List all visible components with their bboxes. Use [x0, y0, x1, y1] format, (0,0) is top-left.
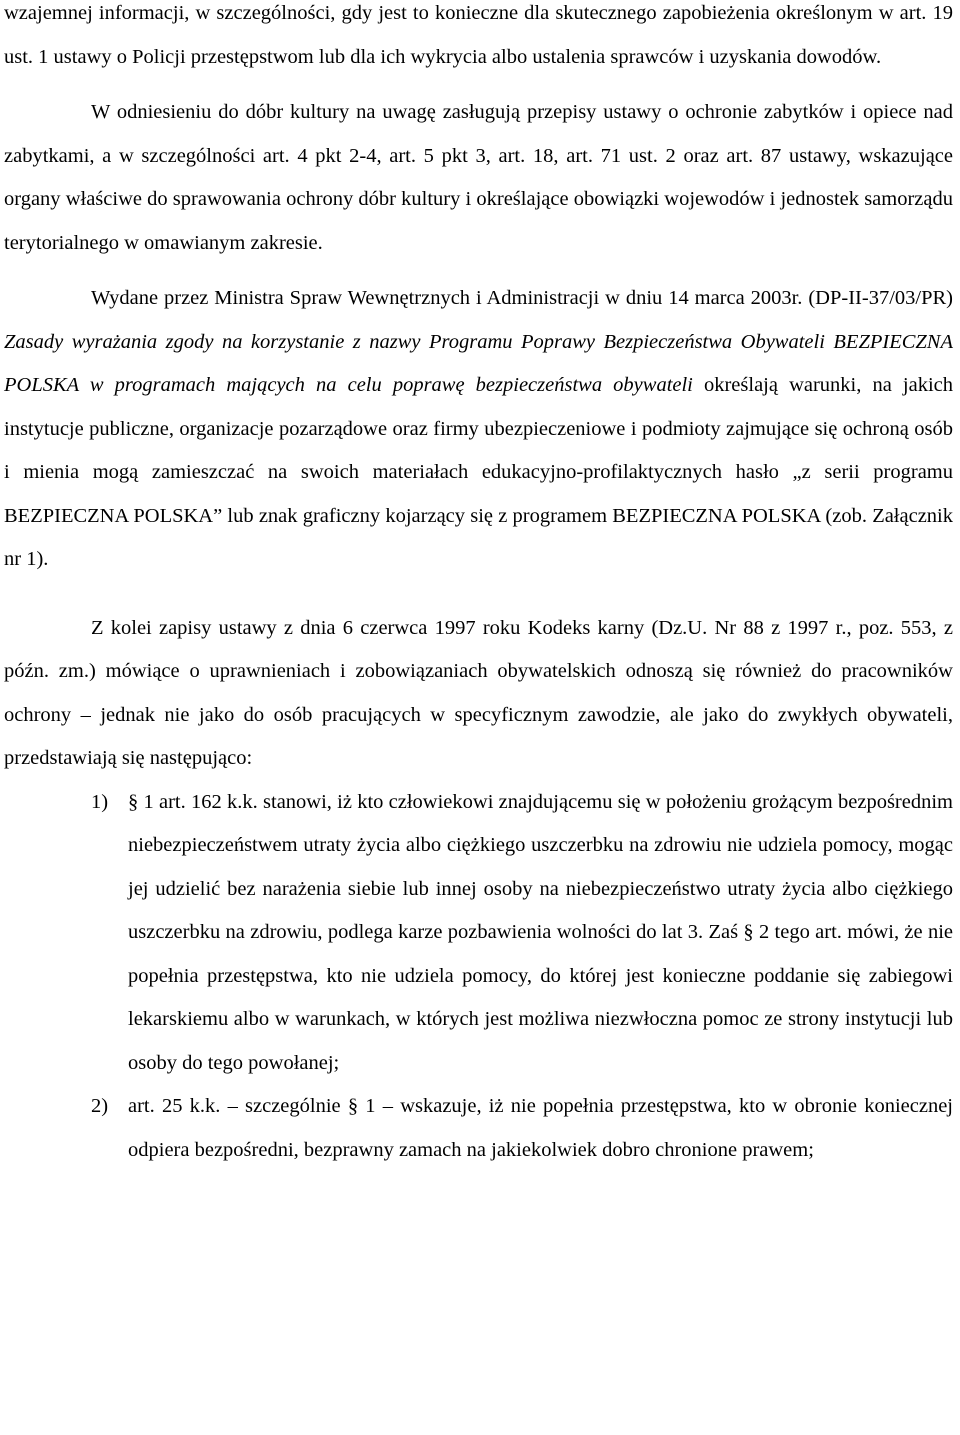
paragraph-ministry-rules-body: określają warunki, na jakich instytucje publiczne, organizacje pozarządowe oraz firmy ubezpieczeniowe i podmioty zajmujące się ochroną osób i mienia mogą zamieszczać na swoich materiałach edukacyjno-profilaktycznych hasło „z serii programu BEZPIECZNA POLSKA” lub znak graficzny kojarzący się z programem BEZPIECZNA POLSKA (zob. Załącznik nr 1). [4, 374, 954, 570]
list-item [4, 781, 953, 1086]
paragraph-cultural-goods: W odniesieniu do dóbr kultury na uwagę zasługują przepisy ustawy o ochronie zabytków i opiece nad zabytkami, a w szczególności art. 4 pkt 2-4, art. 5 pkt 3, art. 18, art. 71 ust. 2 oraz art. 87 ustawy, wskazujące organy właściwe do sprawowania ochrony dóbr kultury i określające obowiązki wojewodów i jednostek samorządu terytorialnego w omawianym zakresie. [4, 101, 953, 254]
list-item-number: 1) [91, 790, 109, 813]
list-item-number: 2) [91, 1095, 109, 1117]
list-item-text: art. 25 k.k. – szczególnie § 1 – wskazuje, iż nie popełnia przestępstwa, kto w obronie koniecznej odpiera bezpośredni, bezprawny zamach na jakiekolwiek dobro chronione prawem; [128, 1095, 953, 1161]
legal-provisions-list [4, 781, 953, 1173]
list-item [4, 1085, 953, 1172]
paragraph-ministry-rules [4, 277, 953, 582]
document-page [4, 0, 953, 1172]
list-item-text: § 1 art. 162 k.k. stanowi, iż kto człowiekowi znajdującemu się w położeniu grożącym bezpośrednim niebezpieczeństwem utraty życia albo ciężkiego uszczerbku na zdrowiu nie udziela pomocy, mogąc jej udzielić bez narażenia siebie lub innej osoby na niebezpieczeństwo utraty życia albo ciężkiego uszczerbku na zdrowiu, podlega karze pozbawienia wolności do lat 3. Zaś § 2 tego art. mówi, że nie popełnia przestępstwa, kto nie udziela pomocy, do której jest konieczne poddanie się zabiegowi lekarskiemu albo w warunkach, w których jest możliwa niezwłoczna pomoc ze strony instytucji lub osoby do tego powołanej; [128, 790, 953, 1074]
paragraph-ministry-rules-intro: Wydane przez Ministra Spraw Wewnętrznych i Administracji w dniu 14 marca 2003r. (DP-II-37/03/PR) [91, 287, 953, 309]
paragraph-ministry-rules-title: Zasady wyrażania zgody na korzystanie z nazwy Programu Poprawy Bezpieczeństwa Obywateli BEZPIECZNA POLSKA w programach mających na celu poprawę bezpieczeństwa obywateli [4, 330, 953, 396]
paragraph-criminal-code: Z kolei zapisy ustawy z dnia 6 czerwca 1997 roku Kodeks karny (Dz.U. Nr 88 z 1997 r., poz. 553, z późn. zm.) mówiące o uprawnieniach i zobowiązaniach obywatelskich odnoszą się również do pracowników ochrony – jednak nie jako do osób pracujących w specyficznym zawodzie, ale jako do zwykłych obywateli, przedstawiają się następująco: [4, 616, 953, 769]
paragraph-continuation: wzajemnej informacji, w szczególności, gdy jest to konieczne dla skutecznego zapobieżenia określonym w art. 19 ust. 1 ustawy o Policji przestępstwom lub dla ich wykrycia albo ustalenia sprawców i uzyskania dowodów. [4, 2, 953, 68]
